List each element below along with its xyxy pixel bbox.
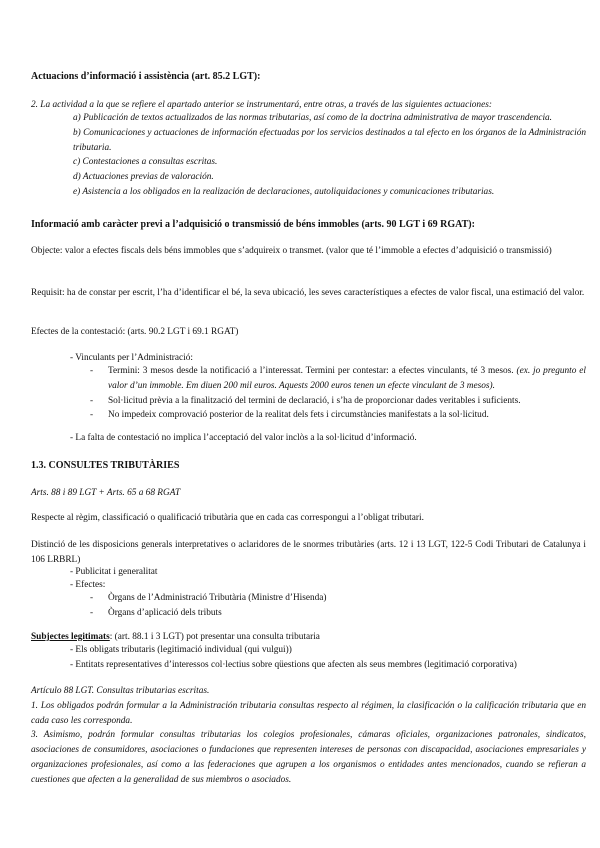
publicitat-item: - Publicitat i generalitat [70, 567, 158, 577]
actuacions-item-a: a) Publicación de textos actualizados de las normas tributarias, así como de la doctrina administrativa de mayor trascendencia. [73, 113, 552, 123]
vinculants-list [90, 364, 586, 423]
section-heading-consultes: 1.3. CONSULTES TRIBUTÀRIES [31, 460, 180, 471]
section-heading-actuacions: Actuacions d’informació i assistència (art. 85.2 LGT): [31, 71, 261, 82]
dash-bullet: - [90, 607, 94, 618]
subjectes-item: - Entitats representatives d’interessos col·lectius sobre qüestions que afecten als seus membres (legitimació corporativa) [70, 659, 517, 670]
dash-bullet: - [90, 593, 94, 603]
actuacions-intro: 2. La actividad a la que se refiere el apartado anterior se instrumentará, entre otras, a través de las siguientes actuaciones: [31, 100, 492, 110]
articulo-paragraph-1: 1. Los obligados podrán formular a la Administración tributaria consultas respecto al régimen, la clasificación o la calificación tributaria que en cada caso les corresponda. [31, 700, 586, 726]
vinculants-item [90, 408, 586, 423]
section-heading-informacio: Informació amb caràcter previ a l’adquisició o transmissió de béns immobles (arts. 90 LGT i 69 RGAT): [31, 219, 475, 230]
organs-item: - Òrgans d’aplicació dels tributs [90, 606, 570, 621]
respecte-paragraph: Respecte al règim, classificació o qualificació tributària que en cada cas correspongui a l’obligat tributari. [31, 513, 424, 523]
dash-bullet: - [90, 366, 94, 376]
subjectes-list [70, 643, 586, 673]
subjectes-item: - Els obligats tributaris (legitimació individual (qui vulgui)) [70, 645, 292, 655]
actuacions-item-c: c) Contestaciones a consultas escritas. [73, 157, 218, 168]
organs-item: - Òrgans de l’Administració Tributària (Ministre d’Hisenda) [90, 591, 570, 606]
vinculants-item-text: Termini: 3 mesos desde la notificació a l’interessat. Termini per contestar: a efectes vinculants, té 3 mesos. (ex. jo pregunto el valor d’un immoble. Em diuen 200 mil euros. Aquests 2000 euros tenen un efecte vinculant de 3 mesos). [108, 366, 587, 391]
articulo-paragraph-3: 3. Asimismo, podrán formular consultas tributarias los colegios profesionales, cámaras oficiales, organizaciones patronales, sindicatos, asociaciones de consumidores, asociaciones o fundaciones que representen intereses de personas con discapacidad, asociaciones empresariales y organizaciones profesionales, así como a las federaciones que agrupen a los organismos o entidades antes mencionados, cuando se refieran a cuestiones que afecten a la generalidad de sus miembros o asociados. [31, 730, 586, 785]
actuacions-item-e: e) Asistencia a los obligados en la realización de declaraciones, autoliquidaciones y comunicaciones tributarias. [73, 186, 495, 197]
efectes-paragraph: Efectes de la contestació: (arts. 90.2 LGT i 69.1 RGAT) [31, 327, 239, 337]
subjectes-label: Subjectes legitimats [31, 632, 110, 642]
falta-paragraph: - La falta de contestació no implica l’acceptació del valor inclòs a la sol·licitud d’informació. [70, 433, 417, 443]
articulo-88-quote [31, 684, 586, 788]
actuacions-list [73, 111, 586, 200]
articulo-title: Artículo 88 LGT. Consultas tributarias escritas. [31, 686, 210, 696]
requisit-paragraph: Requisit: ha de constar per escrit, l’ha d’identificar el bé, la seva ubicació, les seves característiques a efectes de valor fiscal, una estimació del valor. [31, 288, 585, 298]
actuacions-item-b: b) Comunicaciones y actuaciones de información efectuadas por los servicios destinados a tal efecto en los órganos de la Administración tributaria. [73, 127, 586, 153]
vinculants-label: - Vinculants per l’Administració: [70, 353, 193, 363]
distincio-paragraph: Distinció de les disposicions generals interpretatives o aclaridores de le snormes tributàries (arts. 12 i 13 LGT, 122-5 Codi Tributari de Catalunya i 106 LRBRL) [31, 540, 586, 565]
vinculants-item [90, 364, 586, 394]
vinculants-item-text: No impedeix comprovació posterior de la realitat dels fets i circumstàncies manifestats a la sol·licitud. [108, 410, 489, 421]
subjectes-paragraph: Subjectes legitimats: (art. 88.1 i 3 LGT) pot presentar una consulta tributaria [31, 632, 320, 642]
vinculants-item-text: Sol·licitud prèvia a la finalització del termini de declaració, i s’ha de proporcionar dades veritables i suficients. [108, 395, 521, 406]
efectes-label: - Efectes: [70, 580, 106, 590]
objecte-paragraph: Objecte: valor a efectes fiscals dels béns immobles que s’adquireix o transmet. (valor que té l’immoble a efectes d’adquisició o transmissió) [31, 246, 552, 256]
actuacions-item-d: d) Actuaciones previas de valoración. [73, 172, 214, 183]
organs-list [90, 591, 570, 621]
consultes-arts: Arts. 88 i 89 LGT + Arts. 65 a 68 RGAT [31, 488, 181, 498]
vinculants-item [90, 394, 586, 409]
dash-bullet: - [90, 410, 94, 421]
dash-bullet: - [90, 395, 94, 406]
